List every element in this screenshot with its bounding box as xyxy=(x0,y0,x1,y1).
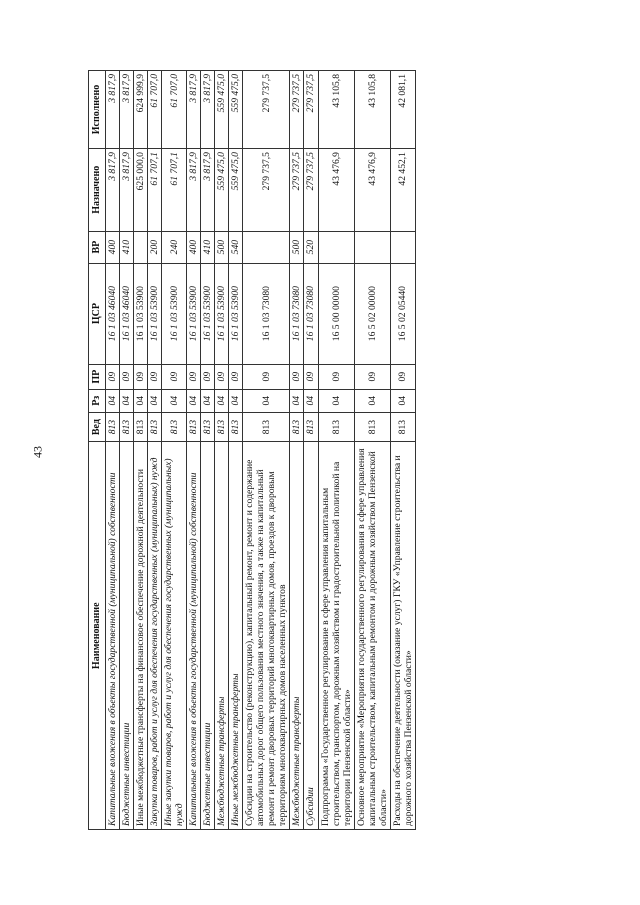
row-vr: 200 xyxy=(148,231,162,263)
row-rz: 04 xyxy=(290,389,304,412)
row-csr: 16 1 03 53900 xyxy=(201,263,215,364)
row-ved: 813 xyxy=(106,412,120,442)
row-name: Бюджетные инвестиции xyxy=(201,442,215,830)
row-rz: 04 xyxy=(304,389,318,412)
row-rz: 04 xyxy=(229,389,243,412)
table-row xyxy=(106,71,120,830)
row-name: Закупка товаров, работ и услуг для обеспечения государственных (муниципальных) нужд xyxy=(148,442,162,830)
row-ved: 813 xyxy=(162,412,187,442)
table-row xyxy=(215,71,229,830)
row-pr: 09 xyxy=(243,364,290,389)
row-pr: 09 xyxy=(229,364,243,389)
row-pr: 09 xyxy=(120,364,134,389)
row-vr: 410 xyxy=(201,231,215,263)
row-vr: 520 xyxy=(304,231,318,263)
row-assigned: 3 817,9 xyxy=(120,149,134,232)
row-csr: 16 5 00 00000 xyxy=(318,263,354,364)
row-ved: 813 xyxy=(390,412,415,442)
row-executed: 279 737,5 xyxy=(290,71,304,149)
row-csr: 16 1 03 53900 xyxy=(162,263,187,364)
row-pr: 09 xyxy=(148,364,162,389)
row-ved: 813 xyxy=(120,412,134,442)
row-rz: 04 xyxy=(148,389,162,412)
header-pr: ПР xyxy=(89,364,106,389)
table-row xyxy=(318,71,354,830)
row-csr: 16 1 03 53900 xyxy=(148,263,162,364)
row-vr xyxy=(243,231,290,263)
header-name: Наименование xyxy=(89,442,106,830)
row-name: Подпрограмма «Государственное регулирование в сфере управления капитальным строительством, транспортом, дорожным хозяйством и градостроительной политикой на территории Пензенской области» xyxy=(318,442,354,830)
table-row xyxy=(120,71,134,830)
row-rz: 04 xyxy=(390,389,415,412)
row-assigned: 559 475,0 xyxy=(229,149,243,232)
header-vr: ВР xyxy=(89,231,106,263)
row-executed: 559 475,0 xyxy=(215,71,229,149)
row-ved: 813 xyxy=(243,412,290,442)
row-assigned: 279 737,5 xyxy=(290,149,304,232)
row-executed: 42 081,1 xyxy=(390,71,415,149)
row-csr: 16 5 02 00000 xyxy=(354,263,390,364)
table-body xyxy=(106,71,416,830)
row-rz: 04 xyxy=(354,389,390,412)
row-pr: 09 xyxy=(134,364,148,389)
row-assigned: 279 737,5 xyxy=(304,149,318,232)
row-name: Капитальные вложения в объекты государственной (муниципальной) собственности xyxy=(106,442,120,830)
row-executed: 3 817,9 xyxy=(201,71,215,149)
row-ved: 813 xyxy=(304,412,318,442)
row-rz: 04 xyxy=(318,389,354,412)
row-vr: 410 xyxy=(120,231,134,263)
row-executed: 279 737,5 xyxy=(243,71,290,149)
row-name: Расходы на обеспечение деятельности (оказание услуг) ГКУ «Управление строительства и дорожного хозяйства Пензенской области» xyxy=(390,442,415,830)
row-rz: 04 xyxy=(243,389,290,412)
row-executed: 624 999,9 xyxy=(134,71,148,149)
header-assigned: Назначено xyxy=(89,149,106,232)
row-assigned: 43 476,9 xyxy=(318,149,354,232)
budget-table xyxy=(88,70,416,830)
row-csr: 16 1 03 73080 xyxy=(243,263,290,364)
row-pr: 09 xyxy=(162,364,187,389)
table-row xyxy=(243,71,290,830)
table-row xyxy=(290,71,304,830)
row-assigned: 43 476,9 xyxy=(354,149,390,232)
row-vr: 400 xyxy=(187,231,201,263)
table-row xyxy=(229,71,243,830)
row-vr: 240 xyxy=(162,231,187,263)
budget-table-rotated xyxy=(88,70,554,830)
table-row xyxy=(162,71,187,830)
table-row xyxy=(201,71,215,830)
row-csr: 16 1 03 53900 xyxy=(134,263,148,364)
row-vr xyxy=(134,231,148,263)
row-assigned: 61 707,1 xyxy=(162,149,187,232)
row-name: Иные закупки товаров, работ и услуг для обеспечения государственных (муниципальных) нужд xyxy=(162,442,187,830)
row-rz: 04 xyxy=(215,389,229,412)
row-rz: 04 xyxy=(162,389,187,412)
header-ved: Вед xyxy=(89,412,106,442)
table-row xyxy=(390,71,415,830)
header-executed: Исполнено xyxy=(89,71,106,149)
row-csr: 16 1 03 53900 xyxy=(187,263,201,364)
row-pr: 09 xyxy=(304,364,318,389)
row-executed: 279 737,5 xyxy=(304,71,318,149)
row-pr: 09 xyxy=(106,364,120,389)
row-name: Капитальные вложения в объекты государственной (муниципальной) собственности xyxy=(187,442,201,830)
row-pr: 09 xyxy=(290,364,304,389)
row-assigned: 3 817,9 xyxy=(201,149,215,232)
row-pr: 09 xyxy=(390,364,415,389)
row-vr: 500 xyxy=(215,231,229,263)
row-csr: 16 1 03 73080 xyxy=(304,263,318,364)
row-csr: 16 1 03 73080 xyxy=(290,263,304,364)
row-csr: 16 1 03 53900 xyxy=(215,263,229,364)
table-row xyxy=(187,71,201,830)
row-executed: 61 707,0 xyxy=(148,71,162,149)
row-name: Субсидии на строительство (реконструкцию), капитальный ремонт, ремонт и содержание автомобильных дорог общего пользования местного значения, а также на капитальный ремонт и ремонт дворовых территорий многоквартирных домов, проездов к дворовым территориям многоквартирных домов населенных пунктов xyxy=(243,442,290,830)
row-assigned: 279 737,5 xyxy=(243,149,290,232)
table-row xyxy=(354,71,390,830)
table-row xyxy=(134,71,148,830)
row-ved: 813 xyxy=(229,412,243,442)
row-name: Бюджетные инвестиции xyxy=(120,442,134,830)
row-vr xyxy=(318,231,354,263)
row-assigned: 61 707,1 xyxy=(148,149,162,232)
row-name: Иные межбюджетные трансферты на финансовое обеспечение дорожной деятельности xyxy=(134,442,148,830)
row-rz: 04 xyxy=(187,389,201,412)
row-assigned: 625 000,0 xyxy=(134,149,148,232)
row-pr: 09 xyxy=(201,364,215,389)
row-executed: 3 817,9 xyxy=(106,71,120,149)
row-rz: 04 xyxy=(120,389,134,412)
table-header-row xyxy=(89,71,106,830)
row-assigned: 3 817,9 xyxy=(106,149,120,232)
row-ved: 813 xyxy=(290,412,304,442)
row-vr xyxy=(390,231,415,263)
row-vr: 400 xyxy=(106,231,120,263)
row-executed: 3 817,9 xyxy=(120,71,134,149)
row-pr: 09 xyxy=(318,364,354,389)
row-assigned: 42 452,1 xyxy=(390,149,415,232)
row-pr: 09 xyxy=(187,364,201,389)
row-ved: 813 xyxy=(318,412,354,442)
row-ved: 813 xyxy=(134,412,148,442)
row-csr: 16 1 03 46040 xyxy=(120,263,134,364)
row-ved: 813 xyxy=(201,412,215,442)
row-vr xyxy=(354,231,390,263)
row-name: Межбюджетные трансферты xyxy=(215,442,229,830)
row-vr: 500 xyxy=(290,231,304,263)
row-assigned: 3 817,9 xyxy=(187,149,201,232)
row-pr: 09 xyxy=(354,364,390,389)
row-executed: 43 105,8 xyxy=(318,71,354,149)
row-ved: 813 xyxy=(215,412,229,442)
row-executed: 61 707,0 xyxy=(162,71,187,149)
row-csr: 16 5 02 05440 xyxy=(390,263,415,364)
row-rz: 04 xyxy=(201,389,215,412)
row-name: Субсидии xyxy=(304,442,318,830)
row-csr: 16 1 03 53900 xyxy=(229,263,243,364)
table-row xyxy=(148,71,162,830)
row-ved: 813 xyxy=(354,412,390,442)
row-executed: 3 817,9 xyxy=(187,71,201,149)
header-rz: Рз xyxy=(89,389,106,412)
row-name: Основное мероприятие «Мероприятия государственного регулирования в сфере управления капитальным строительством, капитальным ремонтом и дорожным хозяйством Пензенской области» xyxy=(354,442,390,830)
row-rz: 04 xyxy=(134,389,148,412)
row-rz: 04 xyxy=(106,389,120,412)
row-executed: 559 475,0 xyxy=(229,71,243,149)
row-ved: 813 xyxy=(187,412,201,442)
row-name: Иные межбюджетные трансферты xyxy=(229,442,243,830)
row-executed: 43 105,8 xyxy=(354,71,390,149)
row-pr: 09 xyxy=(215,364,229,389)
row-vr: 540 xyxy=(229,231,243,263)
header-csr: ЦСР xyxy=(89,263,106,364)
table-row xyxy=(304,71,318,830)
row-csr: 16 1 03 46040 xyxy=(106,263,120,364)
row-name: Межбюджетные трансферты xyxy=(290,442,304,830)
row-ved: 813 xyxy=(148,412,162,442)
page-number: 43 xyxy=(30,446,45,458)
row-assigned: 559 475,0 xyxy=(215,149,229,232)
